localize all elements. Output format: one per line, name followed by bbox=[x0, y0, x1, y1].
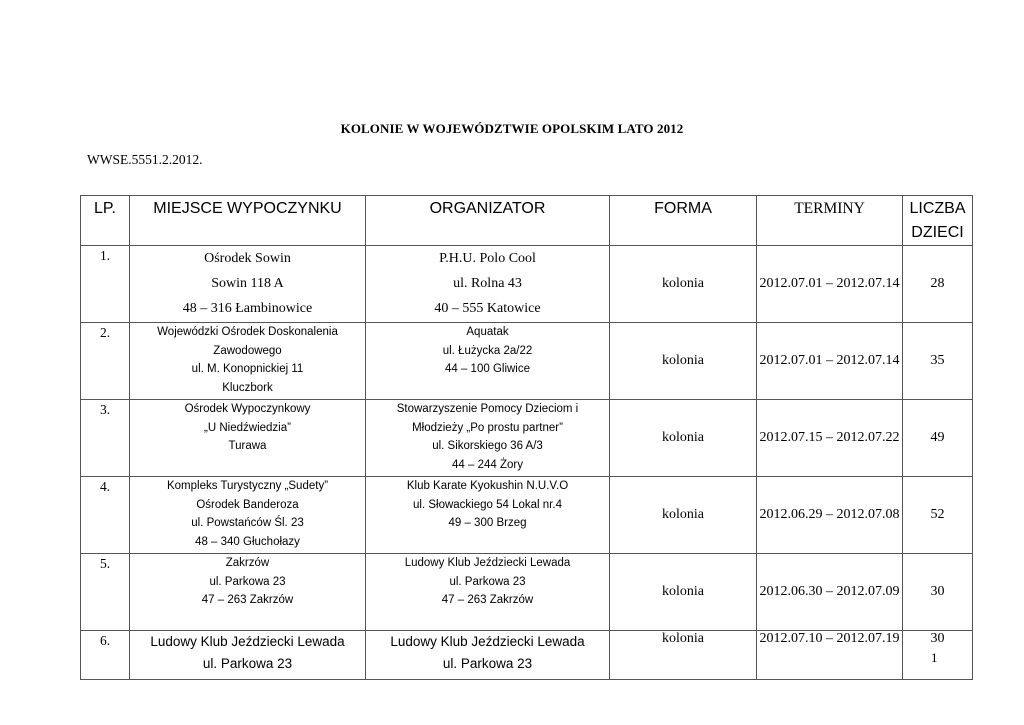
table-row bbox=[81, 631, 973, 680]
header-organizator: ORGANIZATOR bbox=[366, 196, 610, 246]
cell-line: P.H.U. Polo Cool bbox=[439, 251, 536, 266]
cell-line: Turawa bbox=[228, 440, 267, 452]
header-liczba bbox=[903, 196, 973, 246]
cell-organizator bbox=[366, 554, 610, 631]
table-row bbox=[81, 323, 973, 400]
cell-line: Sowin 118 A bbox=[211, 276, 284, 291]
cell-lp: 2. bbox=[81, 323, 130, 400]
cell-line: 47 – 263 Zakrzów bbox=[441, 594, 534, 606]
cell-miejsce bbox=[130, 477, 366, 554]
header-forma: FORMA bbox=[610, 196, 757, 246]
cell-lp: 1. bbox=[81, 246, 130, 323]
header-liczba-line-2: DZIECI bbox=[911, 224, 964, 241]
cell-line: Stowarzyszenie Pomocy Dzieciom i bbox=[396, 403, 579, 415]
cell-line: ul. Parkowa 23 bbox=[202, 656, 293, 671]
cell-line: Ośrodek Wypoczynkowy bbox=[184, 403, 311, 415]
cell-line: ul. Rolna 43 bbox=[453, 276, 522, 291]
cell-forma: kolonia bbox=[610, 323, 757, 400]
header-miejsce: MIEJSCE WYPOCZYNKU bbox=[130, 196, 366, 246]
cell-line: ul. M. Konopnickiej 11 bbox=[191, 363, 304, 375]
cell-line: Klub Karate Kyokushin N.U.V.O bbox=[406, 480, 569, 492]
header-liczba-line-1: LICZBA bbox=[909, 200, 966, 217]
cell-line: ul. Parkowa 23 bbox=[209, 575, 286, 588]
header-terminy: TERMINY bbox=[757, 196, 903, 246]
cell-line: ul. Parkowa 23 bbox=[442, 656, 533, 671]
cell-line: Aquatak bbox=[466, 326, 509, 338]
cell-line: ul. Słowackiego 54 Lokal nr.4 bbox=[413, 498, 562, 511]
cell-organizator bbox=[366, 323, 610, 400]
cell-line: ul. Parkowa 23 bbox=[449, 575, 526, 588]
cell-forma: kolonia bbox=[610, 246, 757, 323]
cell-line: Ludowy Klub Jeździecki Lewada bbox=[390, 634, 585, 649]
cell-lp: 5. bbox=[81, 554, 130, 631]
table-row bbox=[81, 477, 973, 554]
cell-terminy: 2012.07.01 – 2012.07.14 bbox=[757, 246, 903, 323]
cell-line: 47 – 263 Zakrzów bbox=[201, 594, 294, 606]
page-title: KOLONIE W WOJEWÓDZTWIE OPOLSKIM LATO 2012 bbox=[340, 121, 684, 136]
cell-line: 49 – 300 Brzeg bbox=[448, 517, 527, 529]
cell-liczba: 30 bbox=[903, 554, 973, 631]
page-number: 1 bbox=[931, 650, 938, 665]
table-row bbox=[81, 400, 973, 477]
cell-line: „U Niedźwiedzia” bbox=[204, 421, 291, 434]
camps-table bbox=[80, 195, 973, 680]
cell-miejsce bbox=[130, 323, 366, 400]
cell-lp: 4. bbox=[81, 477, 130, 554]
cell-line: Wojewódzki Ośrodek Doskonalenia bbox=[157, 326, 338, 338]
cell-line: Zawodowego bbox=[213, 344, 282, 357]
cell-liczba: 35 bbox=[903, 323, 973, 400]
cell-organizator bbox=[366, 400, 610, 477]
cell-line: 48 – 340 Głuchołazy bbox=[195, 535, 300, 548]
cell-line: Zakrzów bbox=[225, 557, 270, 569]
cell-liczba: 52 bbox=[903, 477, 973, 554]
table-row bbox=[81, 554, 973, 631]
cell-miejsce bbox=[130, 554, 366, 631]
cell-miejsce bbox=[130, 631, 366, 680]
header-lp: LP. bbox=[81, 196, 130, 246]
cell-line: 40 – 555 Katowice bbox=[434, 301, 541, 316]
cell-organizator bbox=[366, 477, 610, 554]
cell-line: Ludowy Klub Jeździecki Lewada bbox=[150, 634, 345, 649]
cell-liczba: 30 bbox=[903, 631, 973, 680]
cell-line: 44 – 100 Gliwice bbox=[444, 363, 531, 375]
cell-line: ul. Sikorskiego 36 A/3 bbox=[432, 440, 543, 452]
cell-lp: 6. bbox=[81, 631, 130, 680]
table-row bbox=[81, 246, 973, 323]
cell-organizator bbox=[366, 246, 610, 323]
cell-line: 44 – 244 Żory bbox=[452, 458, 523, 471]
cell-forma: kolonia bbox=[610, 477, 757, 554]
cell-miejsce bbox=[130, 246, 366, 323]
cell-forma: kolonia bbox=[610, 400, 757, 477]
cell-liczba: 49 bbox=[903, 400, 973, 477]
cell-line: 48 – 316 Łambinowice bbox=[182, 301, 313, 316]
cell-line: Ośrodek Banderoza bbox=[196, 498, 299, 511]
cell-forma: kolonia bbox=[610, 631, 757, 680]
cell-line: Młodzieży „Po prostu partner” bbox=[412, 421, 563, 434]
cell-line: Kompleks Turystyczny „Sudety” bbox=[166, 480, 329, 492]
cell-line: ul. Łużycka 2a/22 bbox=[442, 344, 533, 357]
cell-terminy: 2012.06.30 – 2012.07.09 bbox=[757, 554, 903, 631]
table-header-row bbox=[81, 196, 973, 246]
cell-miejsce bbox=[130, 400, 366, 477]
cell-terminy: 2012.07.01 – 2012.07.14 bbox=[757, 323, 903, 400]
cell-line: ul. Powstańców Śl. 23 bbox=[191, 517, 304, 529]
cell-forma: kolonia bbox=[610, 554, 757, 631]
cell-line: Ośrodek Sowin bbox=[204, 251, 291, 266]
document-reference: WWSE.5551.2.2012. bbox=[87, 152, 203, 167]
cell-organizator bbox=[366, 631, 610, 680]
cell-line: Kluczbork bbox=[222, 381, 273, 394]
cell-liczba: 28 bbox=[903, 246, 973, 323]
cell-lp: 3. bbox=[81, 400, 130, 477]
cell-line: Ludowy Klub Jeździecki Lewada bbox=[404, 557, 571, 569]
cell-terminy: 2012.07.10 – 2012.07.19 bbox=[757, 631, 903, 680]
cell-terminy: 2012.06.29 – 2012.07.08 bbox=[757, 477, 903, 554]
cell-terminy: 2012.07.15 – 2012.07.22 bbox=[757, 400, 903, 477]
